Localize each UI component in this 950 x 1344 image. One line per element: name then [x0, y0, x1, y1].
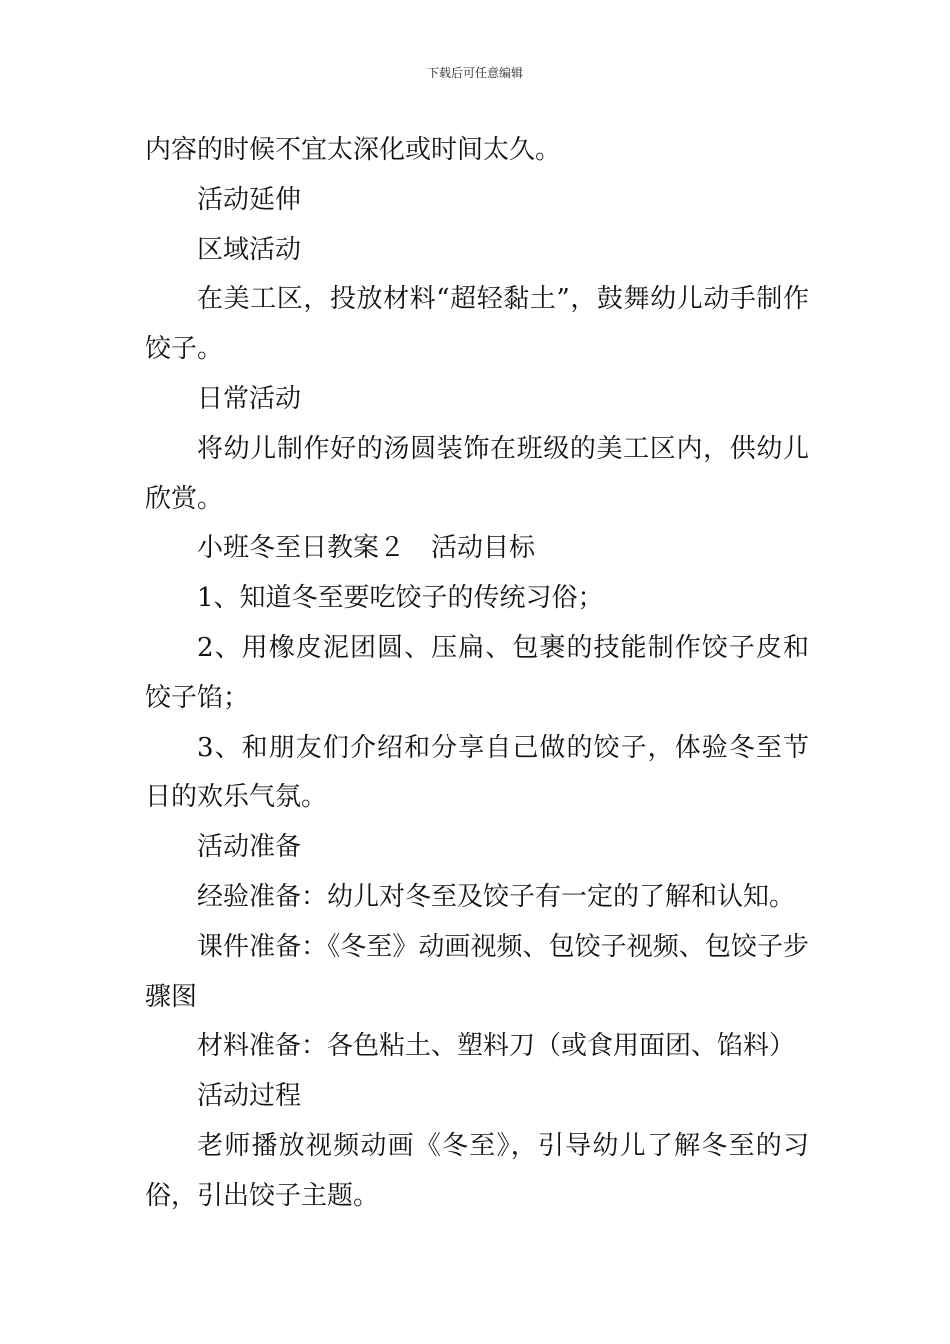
paragraph: 在美工区，投放材料“超轻黏土”，鼓舞幼儿动手制作饺子。 — [145, 284, 809, 365]
document-body — [145, 126, 809, 1222]
list-item: 3、和朋友们介绍和分享自己做的饺子，体验冬至节日的欢乐气氛。 — [145, 732, 809, 813]
paragraph: 经验准备：幼儿对冬至及饺子有一定的了解和认知。 — [197, 881, 796, 912]
section-heading: 活动过程 — [197, 1081, 302, 1112]
list-item: 1、知道冬至要吃饺子的传统习俗； — [197, 583, 604, 614]
section-heading: 活动准备 — [197, 832, 302, 863]
section-heading: 日常活动 — [197, 383, 302, 414]
paragraph: 内容的时候不宜太深化或时间太久。 — [145, 135, 562, 165]
section-heading: 小班冬至日教案２ 活动目标 — [197, 533, 536, 564]
paragraph: 将幼儿制作好的汤圆装饰在班级的美工区内，供幼儿欣赏。 — [145, 433, 809, 514]
paragraph: 老师播放视频动画《冬至》，引导幼儿了解冬至的习俗，引出饺子主题。 — [145, 1130, 809, 1211]
section-heading: 活动延伸 — [197, 184, 302, 215]
paragraph: 材料准备：各色粘土、塑料刀（或食用面团、馅料） — [197, 1031, 796, 1062]
page-header: 下载后可任意编辑 — [426, 66, 523, 80]
paragraph: 课件准备：《冬至》动画视频、包饺子视频、包饺子步骤图 — [145, 931, 809, 1012]
list-item: 2、用橡皮泥团圆、压扁、包裹的技能制作饺子皮和饺子馅； — [145, 632, 809, 713]
section-heading: 区域活动 — [197, 234, 302, 265]
